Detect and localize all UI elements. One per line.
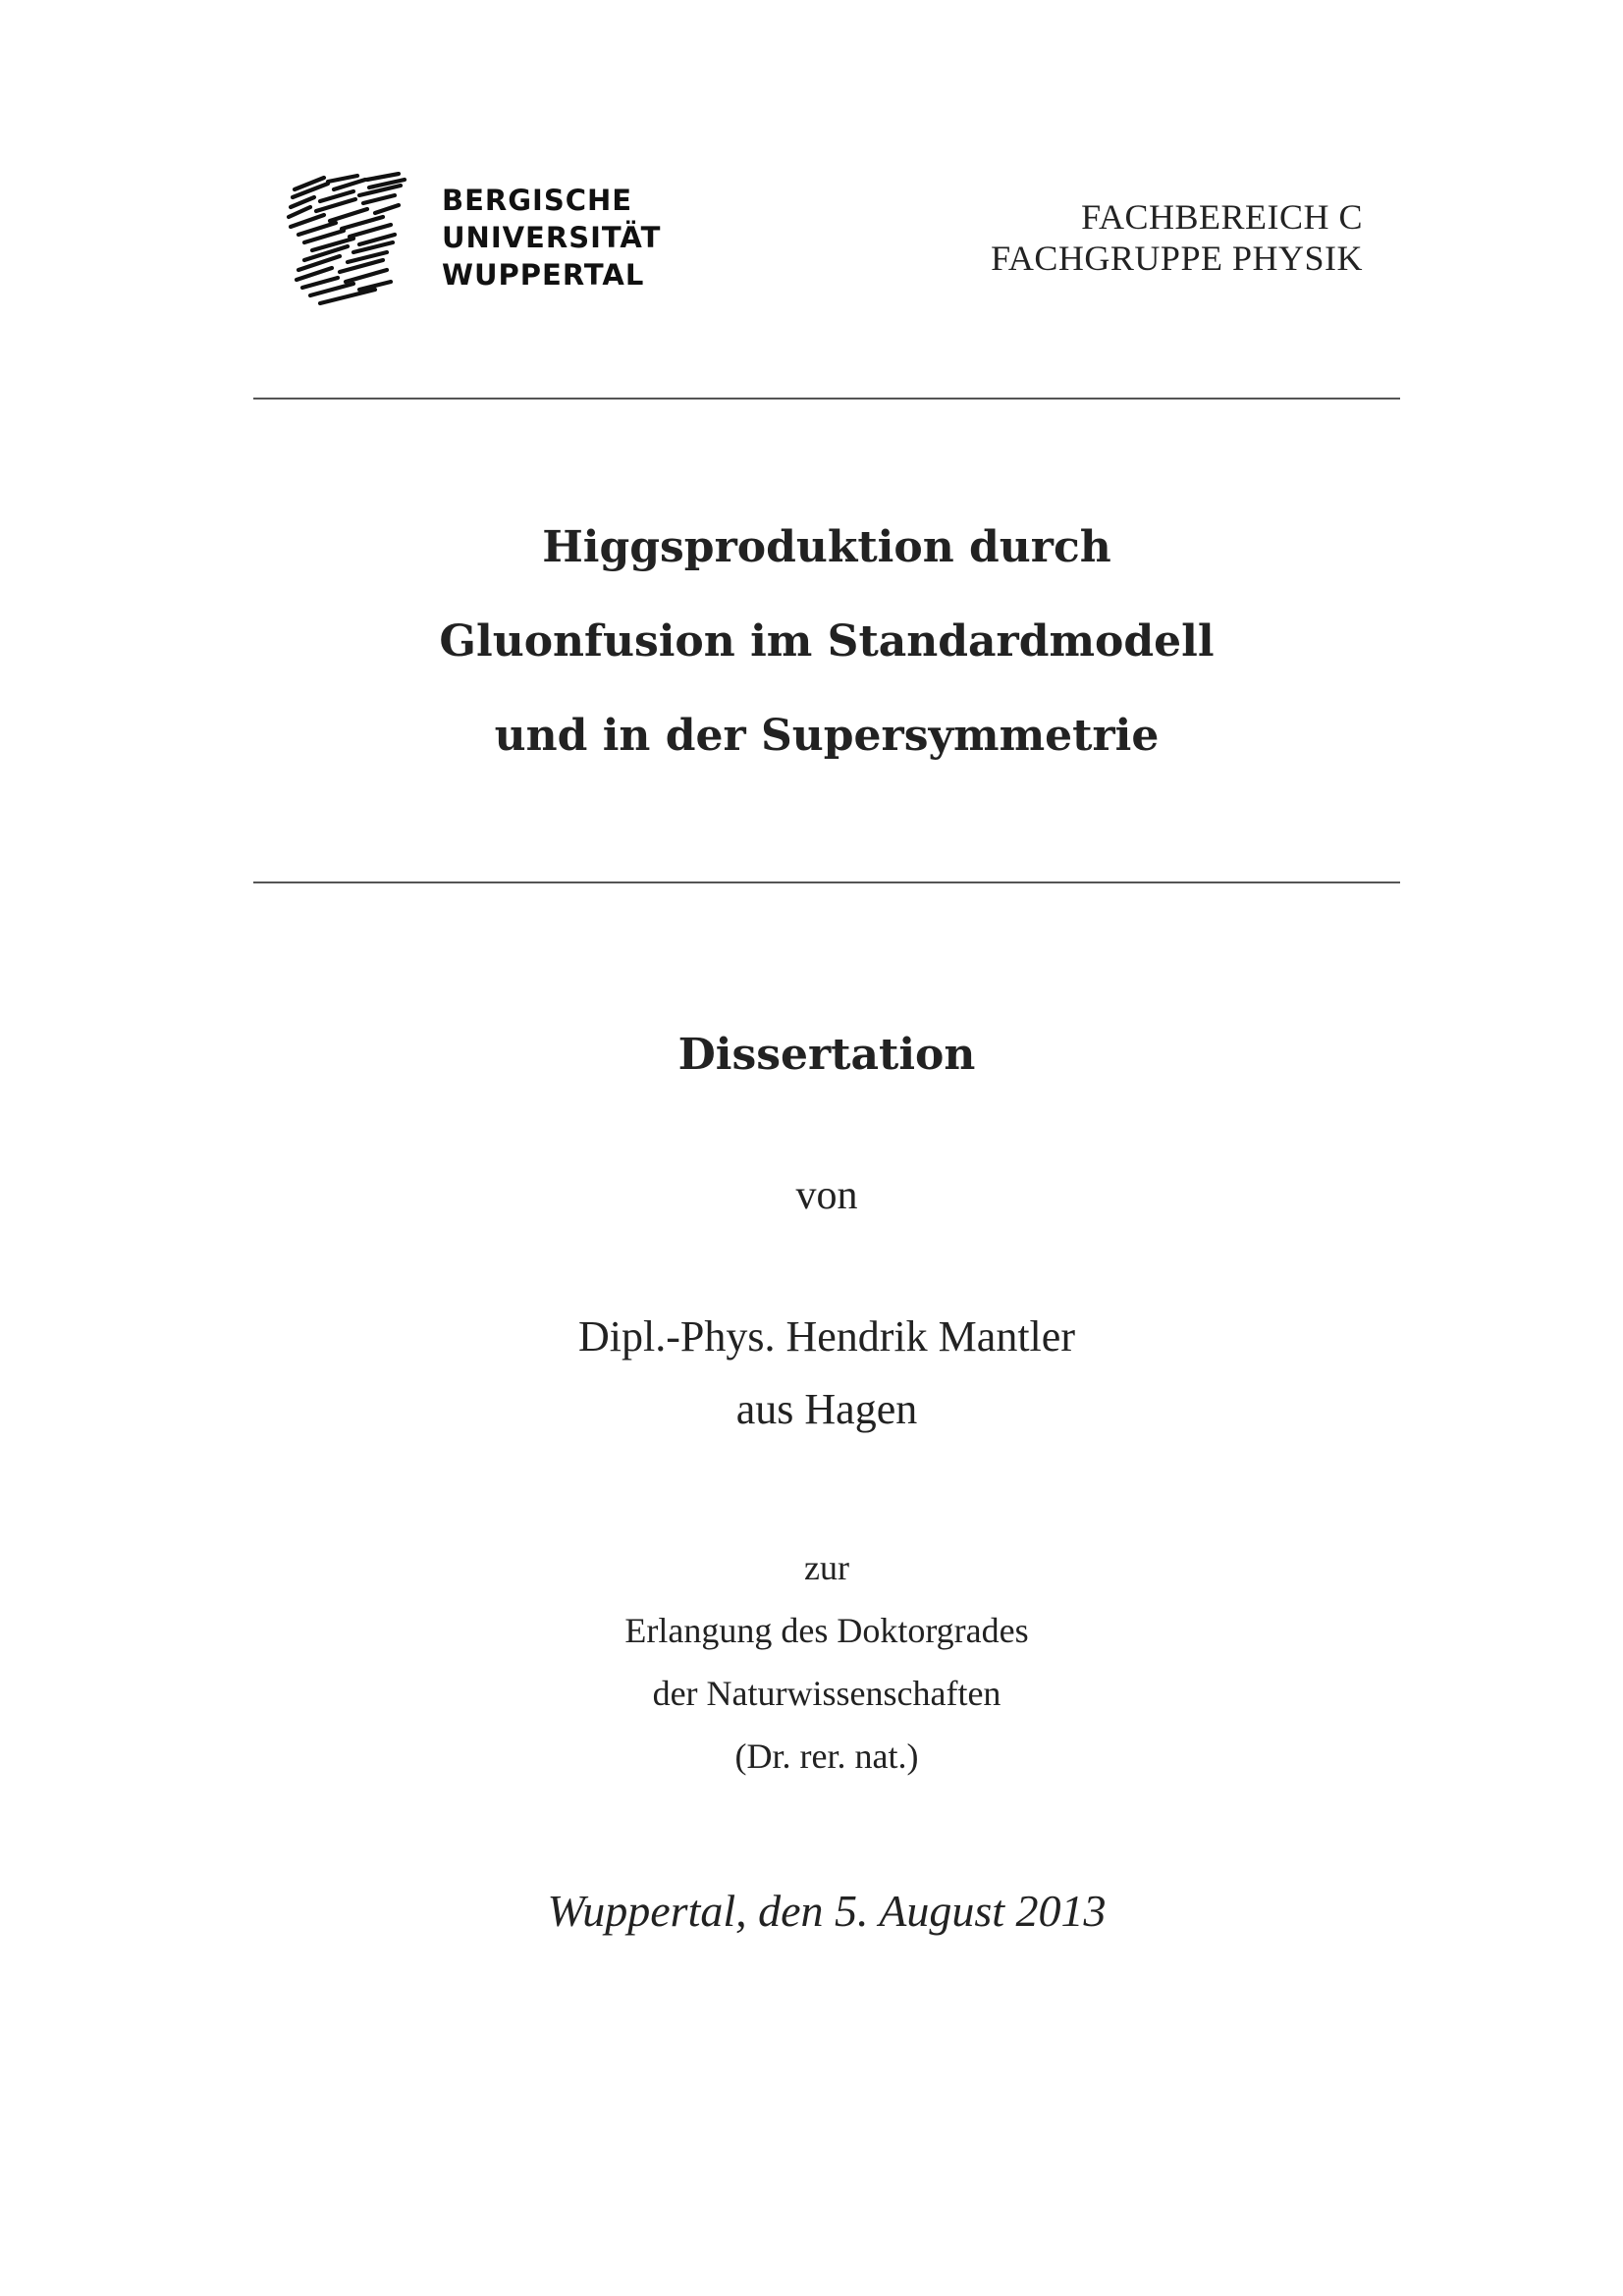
bottom-divider — [253, 881, 1400, 883]
title-line-2: Gluonfusion im Standardmodell — [439, 616, 1215, 667]
degree-line-2: Erlangung des Doktorgrades — [624, 1611, 1029, 1650]
university-logo — [285, 172, 697, 314]
author-origin: aus Hagen — [735, 1385, 918, 1433]
by-word: von — [795, 1173, 858, 1218]
author-name: Dipl.-Phys. Hendrik Mantler — [578, 1312, 1075, 1361]
degree-line-1: zur — [804, 1548, 849, 1587]
title-line-3: und in der Supersymmetrie — [494, 711, 1160, 761]
university-line-3: WUPPERTAL — [442, 258, 645, 292]
university-name — [442, 182, 661, 294]
university-line-2: UNIVERSITÄT — [442, 221, 662, 254]
department — [991, 196, 1363, 279]
document-type: Dissertation — [677, 1030, 976, 1080]
place-and-date: Wuppertal, den 5. August 2013 — [547, 1886, 1107, 1936]
degree-line-4: (Dr. rer. nat.) — [734, 1736, 919, 1776]
top-divider — [253, 398, 1400, 400]
author-block — [253, 1301, 1400, 1446]
department-line-2: FACHGRUPPE PHYSIK — [991, 239, 1363, 278]
degree-line-3: der Naturwissenschaften — [652, 1674, 1001, 1713]
title-line-1: Higgsproduktion durch — [542, 522, 1111, 572]
lion-crest-icon — [285, 172, 412, 309]
thesis-title — [253, 501, 1400, 783]
degree-statement — [253, 1536, 1400, 1788]
university-line-1: BERGISCHE — [442, 184, 633, 217]
department-line-1: FACHBEREICH C — [1081, 197, 1363, 237]
